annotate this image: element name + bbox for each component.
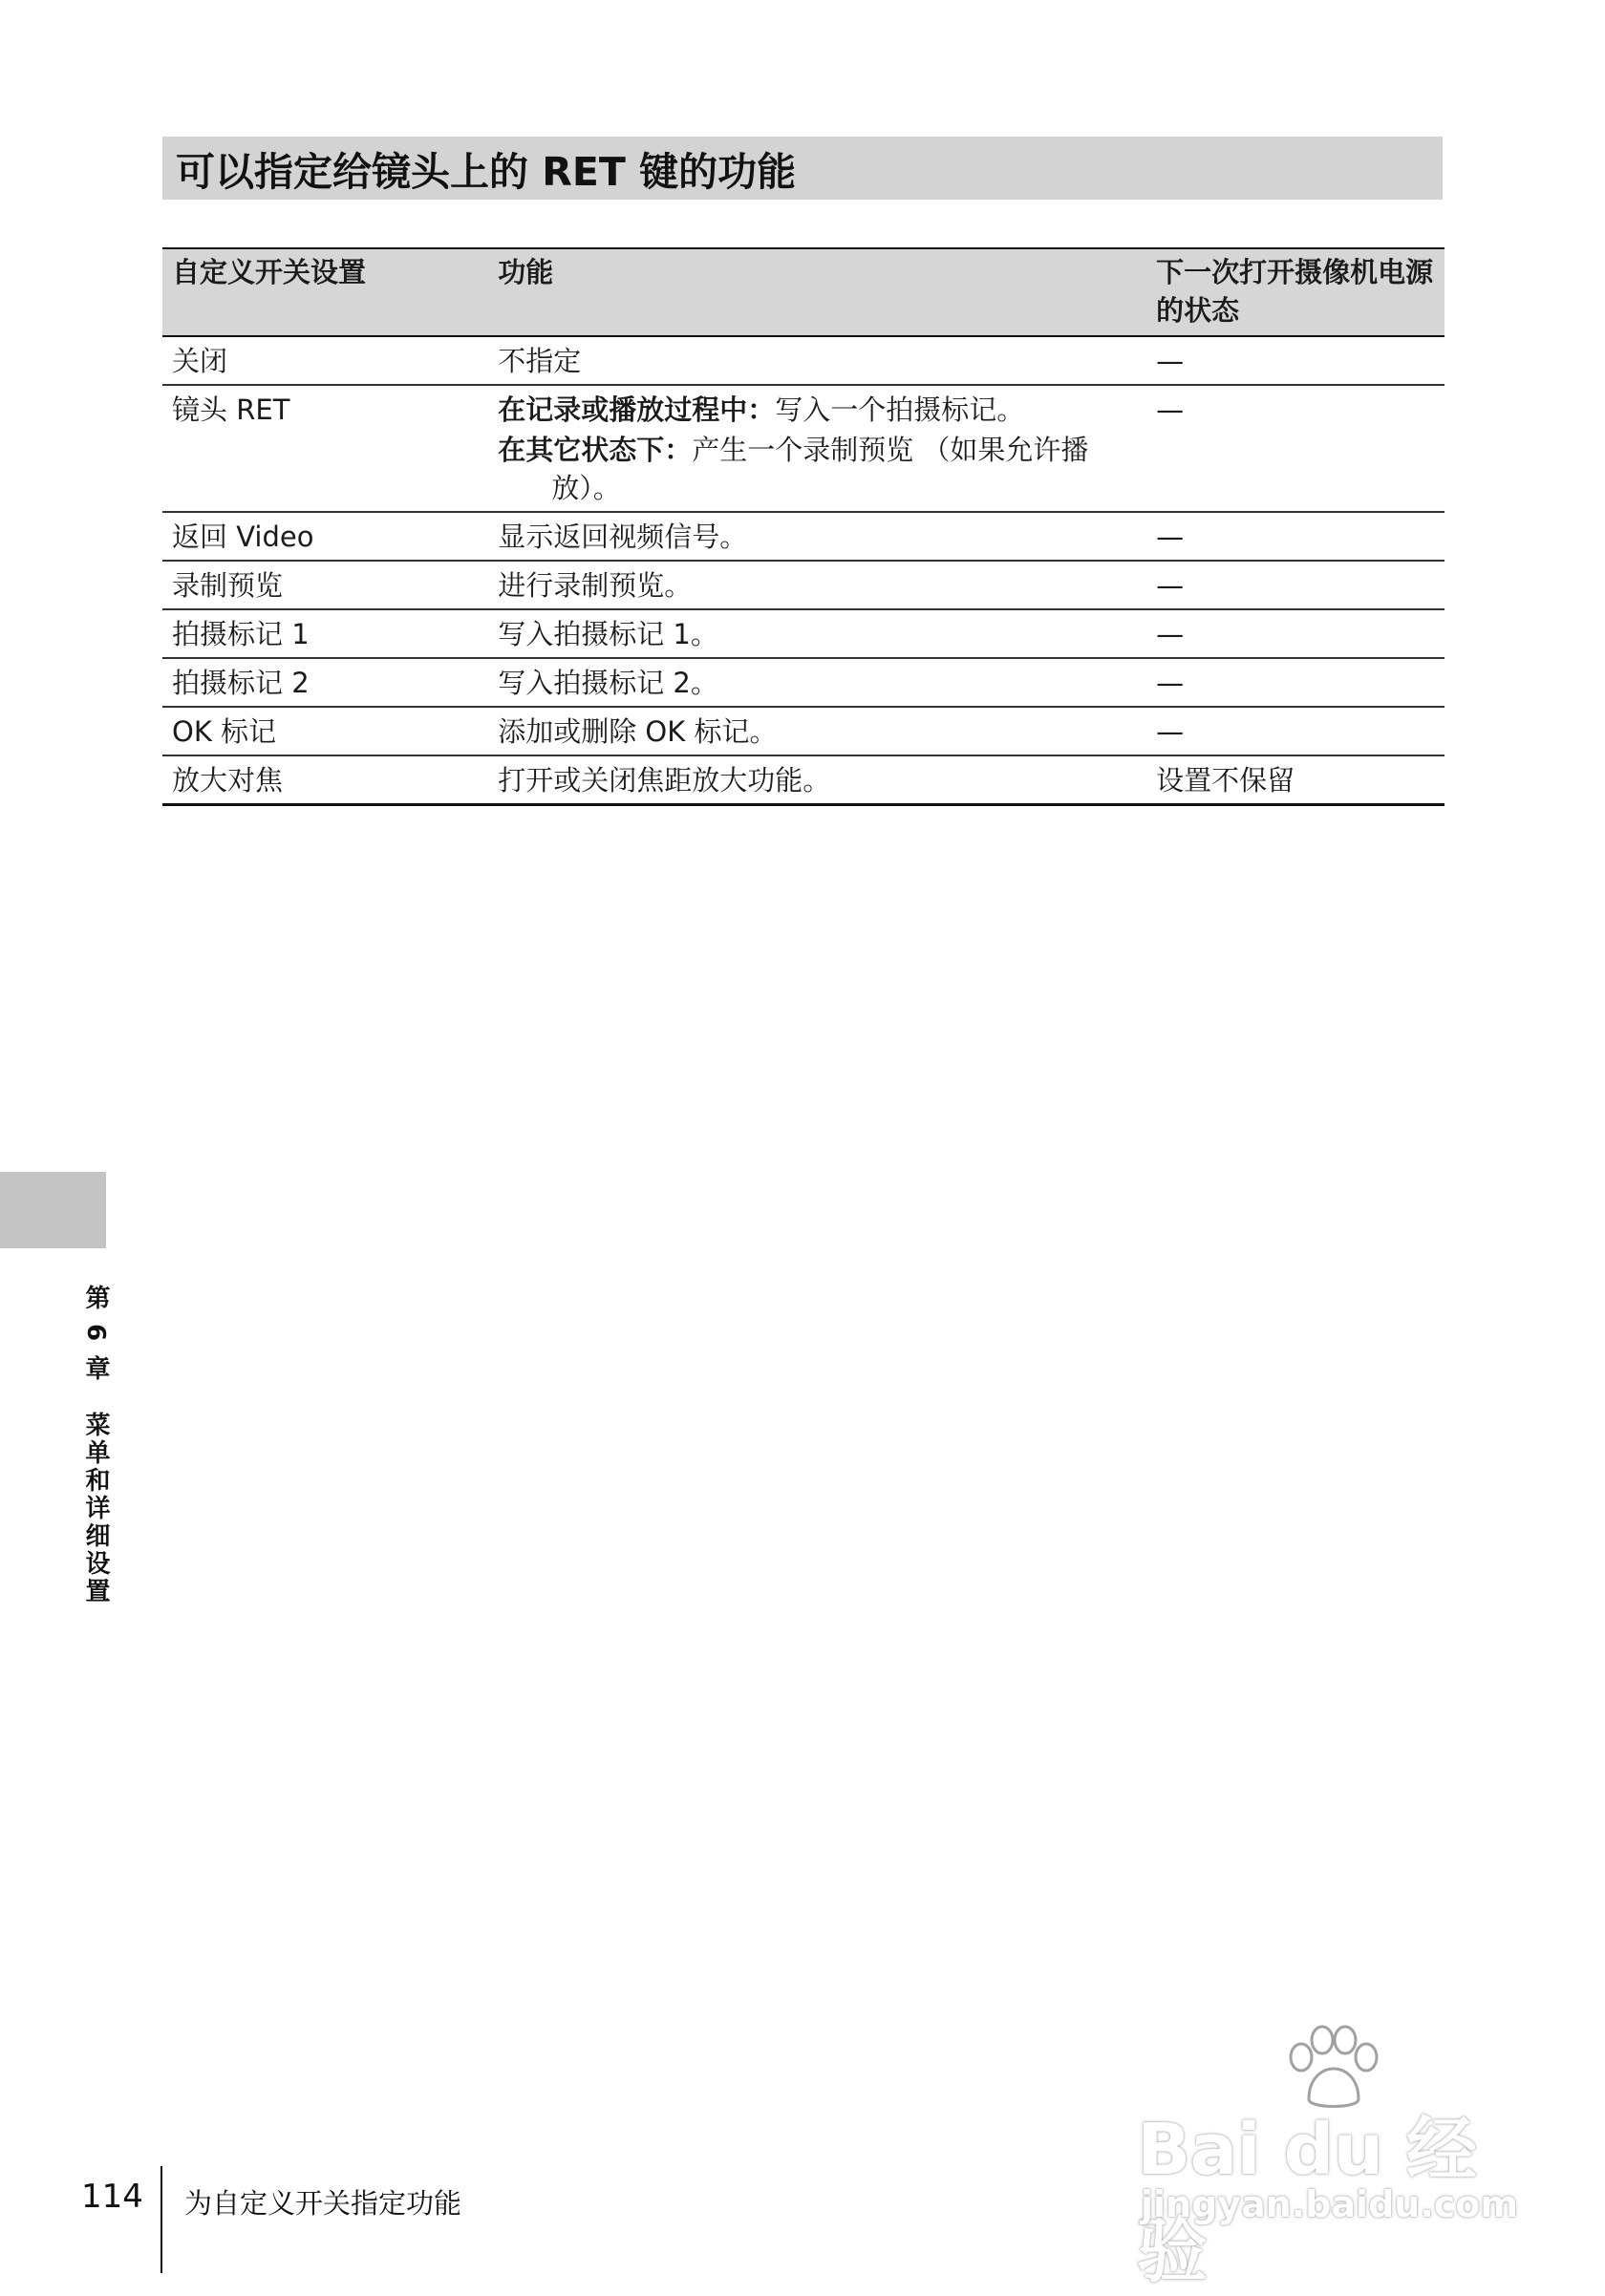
- page-number: 114: [81, 2178, 143, 2216]
- cell-next-state: 设置不保留: [1146, 755, 1444, 805]
- watermark-url: jingyan.baidu.com: [1141, 2183, 1518, 2225]
- table-header-row: [162, 248, 1444, 336]
- table-row: [162, 658, 1444, 707]
- section-title: 可以指定给镜头上的 RET 键的功能: [162, 137, 1443, 200]
- cell-setting: 镜头 RET: [162, 385, 488, 512]
- baidu-jingyan-watermark: [1137, 2025, 1538, 2292]
- cell-function: 打开或关闭焦距放大功能。: [488, 755, 1146, 805]
- chapter-number: 第 6 章: [81, 1285, 110, 1384]
- function-line: [498, 391, 1137, 429]
- cell-setting: 拍摄标记 1: [162, 609, 488, 658]
- cell-next-state: —: [1146, 512, 1444, 561]
- table-row: [162, 385, 1444, 512]
- cell-function: [488, 385, 1146, 512]
- cell-setting: 返回 Video: [162, 512, 488, 561]
- watermark-brand: Bai du 经验: [1137, 2109, 1476, 2292]
- cell-setting: 关闭: [162, 336, 488, 385]
- cell-setting: 放大对焦: [162, 755, 488, 805]
- cell-setting: OK 标记: [162, 707, 488, 755]
- header-function: 功能: [488, 248, 1146, 336]
- cell-setting: 拍摄标记 2: [162, 658, 488, 707]
- table-row: [162, 512, 1444, 561]
- function-condition: 在记录或播放过程中：: [498, 393, 776, 426]
- side-chapter-label: [78, 1285, 114, 1605]
- cell-function: 进行录制预览。: [488, 561, 1146, 609]
- header-setting: 自定义开关设置: [162, 248, 488, 336]
- cell-function: 显示返回视频信号。: [488, 512, 1146, 561]
- function-condition: 在其它状态下：: [498, 434, 693, 466]
- cell-next-state: —: [1146, 609, 1444, 658]
- function-text: 产生一个录制预览 （如果允许播: [692, 434, 1089, 466]
- cell-next-state: —: [1146, 707, 1444, 755]
- function-line: [498, 431, 1137, 507]
- cell-next-state: —: [1146, 336, 1444, 385]
- cell-function: 不指定: [488, 336, 1146, 385]
- function-text-continued: 放）。: [551, 472, 621, 504]
- footer-divider: [160, 2166, 162, 2273]
- table-row: [162, 561, 1444, 609]
- table-row: [162, 707, 1444, 755]
- function-text: 写入一个拍摄标记。: [775, 393, 1025, 426]
- function-table: [162, 247, 1444, 806]
- table-row: [162, 609, 1444, 658]
- cell-function: 添加或删除 OK 标记。: [488, 707, 1146, 755]
- cell-function: 写入拍摄标记 2。: [488, 658, 1146, 707]
- footer-title: 为自定义开关指定功能: [184, 2187, 462, 2220]
- cell-function: 写入拍摄标记 1。: [488, 609, 1146, 658]
- chapter-title: 菜单和详细设置: [81, 1412, 110, 1606]
- cell-next-state: —: [1146, 561, 1444, 609]
- table-row: [162, 755, 1444, 805]
- table-row: [162, 336, 1444, 385]
- chapter-thumb-tab: [0, 1172, 106, 1248]
- header-next-power-on-state: 下一次打开摄像机电源的状态: [1146, 248, 1444, 336]
- cell-setting: 录制预览: [162, 561, 488, 609]
- cell-next-state: —: [1146, 658, 1444, 707]
- cell-next-state: —: [1146, 385, 1444, 512]
